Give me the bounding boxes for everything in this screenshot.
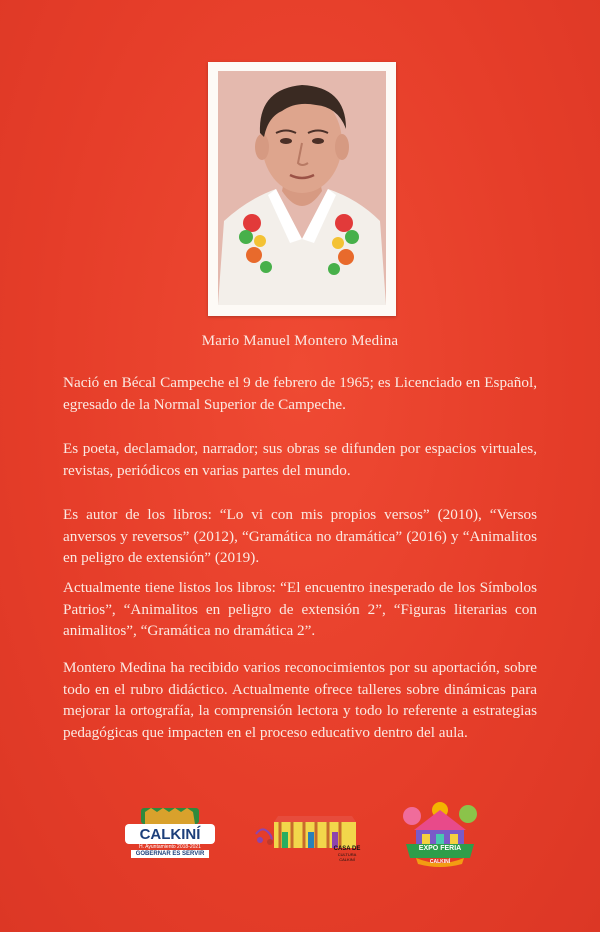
expo-feria-sub: CALKINÍ (429, 859, 451, 865)
author-portrait-illustration (218, 71, 386, 305)
author-photo (218, 71, 386, 305)
bio-paragraph-4: Actualmente tiene listos los libros: “El encuentro inesperado de los Símbolos Patrios”, “Animalitos en peligro de extensión 2”, “Figuras literarias con animalitos”, “Gramática no dramática 2”. (63, 579, 537, 639)
author-photo-frame (208, 62, 396, 316)
calkini-logo-subtitle: H. Ayuntamiento 2018-2021 (139, 844, 201, 850)
bio-paragraph-5: Montero Medina ha recibido varios reconocimientos por su aportación, sobre todo en el rubro didáctico. Actualmente ofrece talleres sobre dinámicas para mejorar la ortografía, la comprensión lectora y todo lo referente a estrategias pedagógicas que impacten en el proceso educativo dentro del aula. (63, 659, 537, 741)
sponsor-logos (0, 800, 600, 870)
calkini-logo-slogan: GOBERNAR ES SERVIR (135, 851, 205, 857)
bio-paragraph-1: Nació en Bécal Campeche el 9 de febrero de 1965; es Licenciado en Español, egresado de la Normal Superior de Campeche. (63, 374, 537, 413)
bio-paragraph-3: Es autor de los libros: “Lo vi con mis propios versos” (2010), “Versos anversos y reversos” (2012), “Gramática no dramática” (2016) y “Animalitos en peligro de extensión” (2019). (63, 506, 537, 566)
bio-paragraph-2: Es poeta, declamador, narrador; sus obras se difunden por espacios virtuales, revistas, periódicos en varias partes del mundo. (63, 440, 537, 479)
expo-feria-logo (398, 800, 482, 868)
author-name: Mario Manuel Montero Medina (201, 333, 399, 349)
casa-logo-line2: CULTURA (337, 852, 357, 857)
casa-logo-line1: CASA DE (333, 846, 361, 852)
calkini-logo-name: CALKINÍ (139, 826, 201, 843)
calkini-logo (125, 806, 215, 866)
expo-feria-text: EXPO FERIA (418, 845, 462, 852)
casa-logo-line3: CALKINÍ (339, 857, 355, 862)
casa-de-cultura-logo (252, 812, 364, 862)
